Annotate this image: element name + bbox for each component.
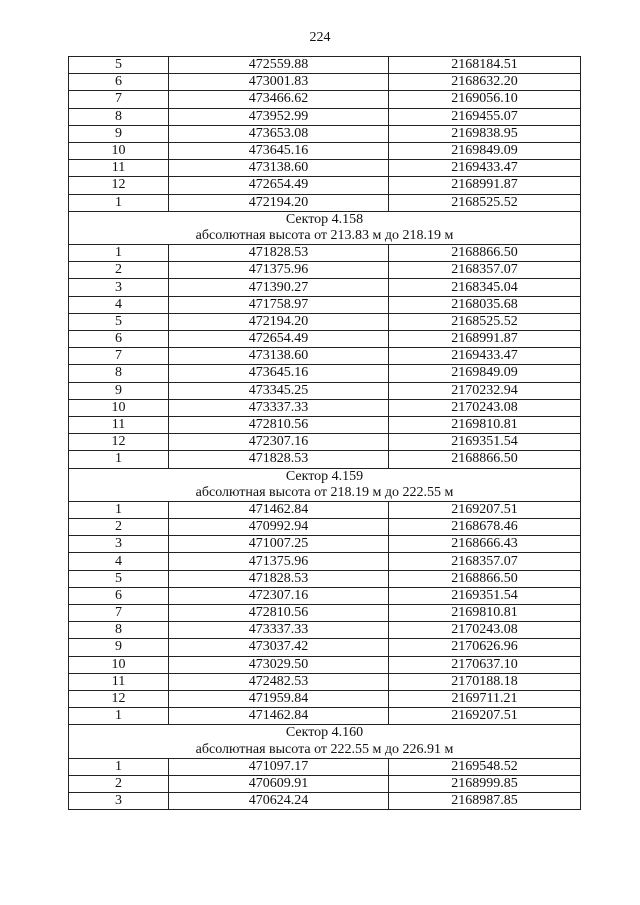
x-coordinate: 471390.27 (169, 279, 389, 296)
point-number: 10 (69, 399, 169, 416)
table-row (69, 262, 581, 279)
sector-title: Сектор 4.160 (69, 725, 581, 742)
point-number: 2 (69, 775, 169, 792)
table-row (69, 399, 581, 416)
table-row (69, 108, 581, 125)
point-number: 7 (69, 348, 169, 365)
x-coordinate: 471462.84 (169, 501, 389, 518)
table-row (69, 793, 581, 810)
point-number: 6 (69, 587, 169, 604)
x-coordinate: 471828.53 (169, 570, 389, 587)
point-number: 7 (69, 605, 169, 622)
table-row (69, 194, 581, 211)
y-coordinate: 2169433.47 (389, 348, 581, 365)
y-coordinate: 2168987.85 (389, 793, 581, 810)
point-number: 1 (69, 708, 169, 725)
x-coordinate: 473029.50 (169, 656, 389, 673)
x-coordinate: 472307.16 (169, 434, 389, 451)
x-coordinate: 472482.53 (169, 673, 389, 690)
point-number: 11 (69, 160, 169, 177)
sector-altitude-row (69, 742, 581, 759)
point-number: 5 (69, 57, 169, 74)
sector-altitude: абсолютная высота от 222.55 м до 226.91 м (69, 742, 581, 759)
y-coordinate: 2169849.09 (389, 142, 581, 159)
y-coordinate: 2169810.81 (389, 416, 581, 433)
x-coordinate: 473645.16 (169, 142, 389, 159)
table-row (69, 279, 581, 296)
table-row (69, 434, 581, 451)
y-coordinate: 2168357.07 (389, 262, 581, 279)
table-row (69, 313, 581, 330)
point-number: 2 (69, 519, 169, 536)
point-number: 12 (69, 434, 169, 451)
y-coordinate: 2168345.04 (389, 279, 581, 296)
table-row (69, 245, 581, 262)
table-row (69, 587, 581, 604)
x-coordinate: 471758.97 (169, 296, 389, 313)
x-coordinate: 471959.84 (169, 690, 389, 707)
x-coordinate: 471007.25 (169, 536, 389, 553)
table-row (69, 348, 581, 365)
y-coordinate: 2169455.07 (389, 108, 581, 125)
table-row (69, 536, 581, 553)
y-coordinate: 2169711.21 (389, 690, 581, 707)
point-number: 8 (69, 622, 169, 639)
y-coordinate: 2169351.54 (389, 587, 581, 604)
y-coordinate: 2168184.51 (389, 57, 581, 74)
x-coordinate: 473001.83 (169, 74, 389, 91)
y-coordinate: 2170232.94 (389, 382, 581, 399)
point-number: 8 (69, 365, 169, 382)
table-row (69, 501, 581, 518)
point-number: 1 (69, 194, 169, 211)
coordinates-table-body (69, 57, 581, 810)
table-row (69, 416, 581, 433)
point-number: 5 (69, 313, 169, 330)
y-coordinate: 2169849.09 (389, 365, 581, 382)
x-coordinate: 472810.56 (169, 605, 389, 622)
point-number: 4 (69, 296, 169, 313)
x-coordinate: 471828.53 (169, 245, 389, 262)
x-coordinate: 473466.62 (169, 91, 389, 108)
table-row (69, 708, 581, 725)
y-coordinate: 2168678.46 (389, 519, 581, 536)
point-number: 11 (69, 416, 169, 433)
x-coordinate: 470992.94 (169, 519, 389, 536)
point-number: 1 (69, 451, 169, 468)
y-coordinate: 2169207.51 (389, 708, 581, 725)
point-number: 9 (69, 382, 169, 399)
table-row (69, 570, 581, 587)
y-coordinate: 2168035.68 (389, 296, 581, 313)
table-row (69, 365, 581, 382)
point-number: 12 (69, 177, 169, 194)
table-row (69, 382, 581, 399)
point-number: 3 (69, 793, 169, 810)
table-row (69, 177, 581, 194)
x-coordinate: 472307.16 (169, 587, 389, 604)
point-number: 3 (69, 536, 169, 553)
table-row (69, 673, 581, 690)
y-coordinate: 2170637.10 (389, 656, 581, 673)
x-coordinate: 471462.84 (169, 708, 389, 725)
x-coordinate: 472559.88 (169, 57, 389, 74)
x-coordinate: 473653.08 (169, 125, 389, 142)
x-coordinate: 472194.20 (169, 313, 389, 330)
table-row (69, 519, 581, 536)
point-number: 5 (69, 570, 169, 587)
y-coordinate: 2168866.50 (389, 451, 581, 468)
point-number: 7 (69, 91, 169, 108)
sector-title: Сектор 4.159 (69, 468, 581, 485)
x-coordinate: 473952.99 (169, 108, 389, 125)
y-coordinate: 2168866.50 (389, 245, 581, 262)
y-coordinate: 2168357.07 (389, 553, 581, 570)
y-coordinate: 2168632.20 (389, 74, 581, 91)
sector-altitude-row (69, 228, 581, 245)
y-coordinate: 2170243.08 (389, 622, 581, 639)
table-row (69, 639, 581, 656)
y-coordinate: 2168866.50 (389, 570, 581, 587)
x-coordinate: 471375.96 (169, 553, 389, 570)
sector-altitude: абсолютная высота от 218.19 м до 222.55 м (69, 485, 581, 502)
table-row (69, 74, 581, 91)
table-row (69, 656, 581, 673)
table-row (69, 57, 581, 74)
point-number: 9 (69, 639, 169, 656)
table-row (69, 296, 581, 313)
x-coordinate: 473037.42 (169, 639, 389, 656)
sector-altitude: абсолютная высота от 213.83 м до 218.19 м (69, 228, 581, 245)
y-coordinate: 2169810.81 (389, 605, 581, 622)
sector-title-row (69, 211, 581, 228)
point-number: 1 (69, 501, 169, 518)
x-coordinate: 473345.25 (169, 382, 389, 399)
table-row (69, 331, 581, 348)
y-coordinate: 2169351.54 (389, 434, 581, 451)
x-coordinate: 471375.96 (169, 262, 389, 279)
point-number: 9 (69, 125, 169, 142)
point-number: 8 (69, 108, 169, 125)
point-number: 4 (69, 553, 169, 570)
y-coordinate: 2168991.87 (389, 331, 581, 348)
table-row (69, 91, 581, 108)
sector-title-row (69, 468, 581, 485)
x-coordinate: 471097.17 (169, 758, 389, 775)
x-coordinate: 472194.20 (169, 194, 389, 211)
table-row (69, 775, 581, 792)
x-coordinate: 472654.49 (169, 331, 389, 348)
y-coordinate: 2168991.87 (389, 177, 581, 194)
coordinates-table (68, 56, 580, 810)
table-row (69, 553, 581, 570)
x-coordinate: 472810.56 (169, 416, 389, 433)
point-number: 6 (69, 74, 169, 91)
y-coordinate: 2170626.96 (389, 639, 581, 656)
x-coordinate: 473337.33 (169, 622, 389, 639)
y-coordinate: 2169838.95 (389, 125, 581, 142)
table-row (69, 622, 581, 639)
y-coordinate: 2168525.52 (389, 194, 581, 211)
point-number: 1 (69, 758, 169, 775)
y-coordinate: 2168999.85 (389, 775, 581, 792)
point-number: 10 (69, 656, 169, 673)
y-coordinate: 2170243.08 (389, 399, 581, 416)
x-coordinate: 473138.60 (169, 348, 389, 365)
x-coordinate: 470624.24 (169, 793, 389, 810)
table-row (69, 605, 581, 622)
point-number: 3 (69, 279, 169, 296)
sector-altitude-row (69, 485, 581, 502)
x-coordinate: 473645.16 (169, 365, 389, 382)
y-coordinate: 2169548.52 (389, 758, 581, 775)
point-number: 11 (69, 673, 169, 690)
y-coordinate: 2169433.47 (389, 160, 581, 177)
point-number: 2 (69, 262, 169, 279)
x-coordinate: 470609.91 (169, 775, 389, 792)
x-coordinate: 471828.53 (169, 451, 389, 468)
table-row (69, 690, 581, 707)
point-number: 10 (69, 142, 169, 159)
table-row (69, 142, 581, 159)
y-coordinate: 2168666.43 (389, 536, 581, 553)
y-coordinate: 2169207.51 (389, 501, 581, 518)
point-number: 1 (69, 245, 169, 262)
sector-title: Сектор 4.158 (69, 211, 581, 228)
page-number: 224 (309, 30, 331, 45)
table-row (69, 758, 581, 775)
point-number: 12 (69, 690, 169, 707)
y-coordinate: 2168525.52 (389, 313, 581, 330)
sector-title-row (69, 725, 581, 742)
table-row (69, 125, 581, 142)
y-coordinate: 2169056.10 (389, 91, 581, 108)
point-number: 6 (69, 331, 169, 348)
x-coordinate: 472654.49 (169, 177, 389, 194)
table-row (69, 451, 581, 468)
table-row (69, 160, 581, 177)
x-coordinate: 473138.60 (169, 160, 389, 177)
y-coordinate: 2170188.18 (389, 673, 581, 690)
x-coordinate: 473337.33 (169, 399, 389, 416)
